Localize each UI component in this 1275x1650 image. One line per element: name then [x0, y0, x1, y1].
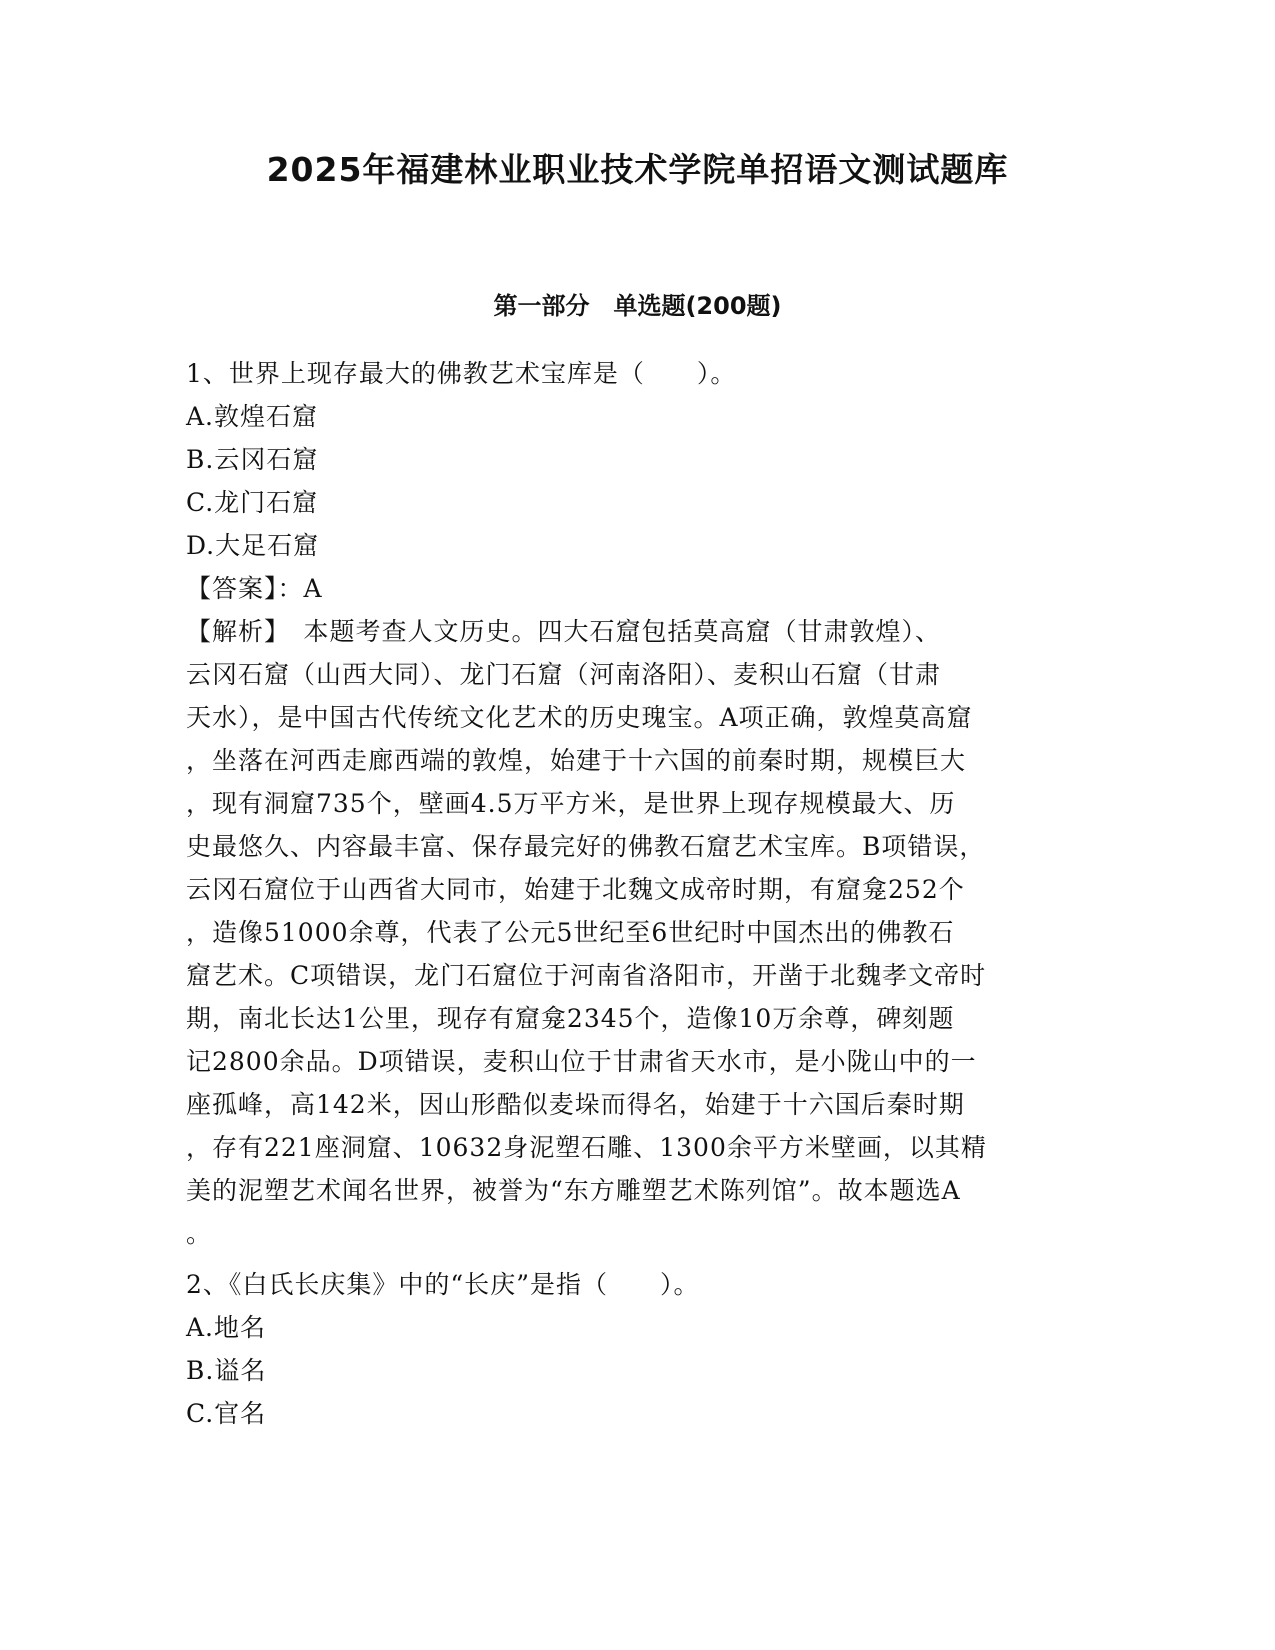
question-item [186, 352, 1086, 1255]
analysis-line: ，存有221座洞窟、10632身泥塑石雕、1300余平方米壁画，以其精 [186, 1133, 987, 1162]
analysis-line: 史最悠久、内容最丰富、保存最完好的佛教石窟艺术宝库。B项错误， [186, 832, 986, 861]
option-b: B.谥名 [186, 1356, 267, 1385]
analysis-line: 【解析】 本题考查人文历史。四大石窟包括莫高窟（甘肃敦煌）、 [186, 617, 942, 646]
question-stem: 2、《白氏长庆集》中的“长庆”是指（ ）。 [186, 1270, 700, 1299]
document-title: 2025年福建林业职业技术学院单招语文测试题库 [266, 150, 1009, 189]
question-list [186, 352, 1086, 1435]
analysis-line: ，坐落在河西走廊西端的敦煌，始建于十六国的前秦时期，规模巨大 [186, 746, 967, 775]
analysis-line: 云冈石窟（山西大同）、龙门石窟（河南洛阳）、麦积山石窟（甘肃 [186, 660, 942, 689]
option-a: A.敦煌石窟 [186, 402, 319, 431]
option-d: D.大足石窟 [186, 531, 320, 560]
analysis-block [186, 610, 1086, 1255]
analysis-line: ，造像51000余尊，代表了公元5世纪至6世纪时中国杰出的佛教石 [186, 918, 955, 947]
analysis-line: 座孤峰，高142米，因山形酷似麦垛而得名，始建于十六国后秦时期 [186, 1090, 965, 1119]
analysis-line: 窟艺术。C项错误，龙门石窟位于河南省洛阳市，开凿于北魏孝文帝时 [186, 961, 987, 990]
analysis-line: 记2800余品。D项错误，麦积山位于甘肃省天水市，是小陇山中的一 [186, 1047, 977, 1076]
option-c: C.官名 [186, 1399, 267, 1428]
analysis-line: 期，南北长达1公里，现存有窟龛2345个，造像10万余尊，碑刻题 [186, 1004, 955, 1033]
analysis-line: 云冈石窟位于山西省大同市，始建于北魏文成帝时期，有窟龛252个 [186, 875, 965, 904]
analysis-line: 。 [186, 1219, 213, 1248]
question-stem: 1、世界上现存最大的佛教艺术宝库是（ ）。 [186, 359, 737, 388]
analysis-line: 天水），是中国古代传统文化艺术的历史瑰宝。A项正确，敦煌莫高窟 [186, 703, 973, 732]
analysis-line: ，现有洞窟735个，壁画4.5万平方米，是世界上现存规模最大、历 [186, 789, 956, 818]
option-b: B.云冈石窟 [186, 445, 319, 474]
question-spacer [186, 1255, 1086, 1263]
question-item [186, 1263, 1086, 1435]
analysis-line: 美的泥塑艺术闻名世界，被誉为“东方雕塑艺术陈列馆”。故本题选A [186, 1176, 961, 1205]
option-a: A.地名 [186, 1313, 267, 1342]
answer-line: 【答案】：A [186, 574, 323, 603]
section-heading: 第一部分 单选题(200题) [493, 292, 782, 320]
option-c: C.龙门石窟 [186, 488, 319, 517]
